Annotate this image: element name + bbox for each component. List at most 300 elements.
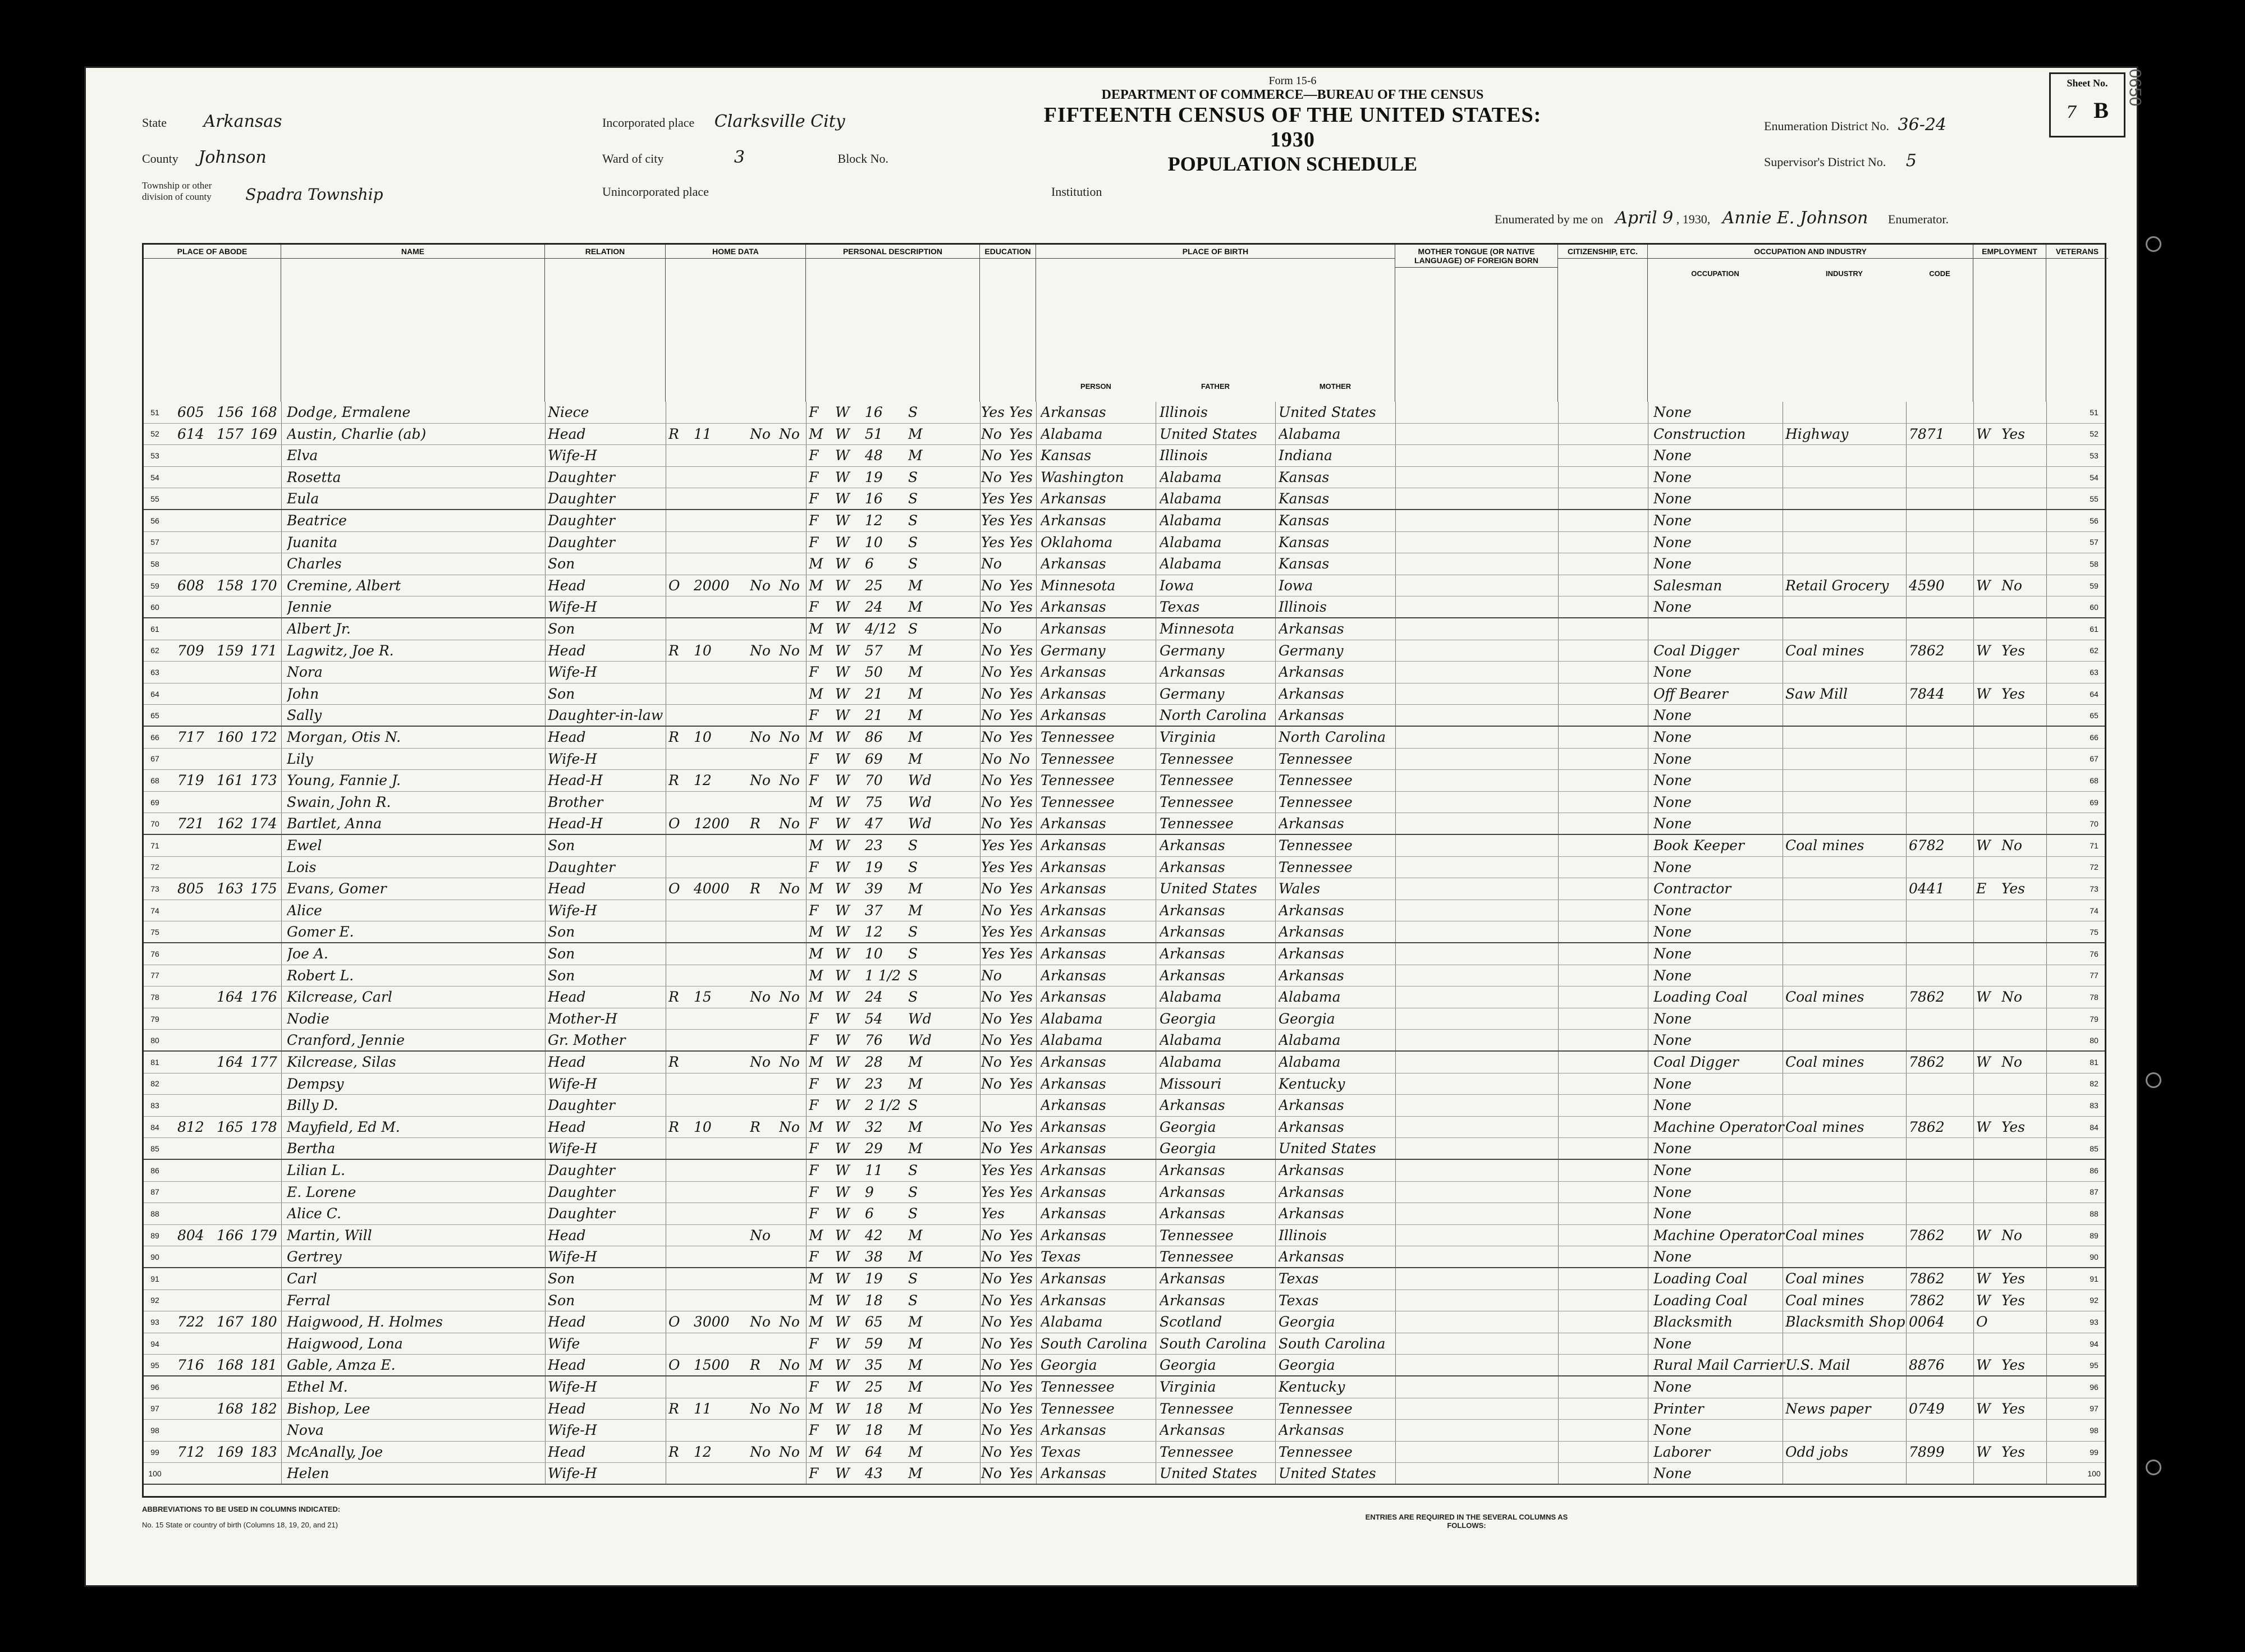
column-divider <box>1275 835 1276 856</box>
sex-cell: M <box>809 880 823 897</box>
industry-code-cell: 7862 <box>1909 1270 1945 1287</box>
birthplace-cell: Washington <box>1041 469 1124 486</box>
worker-class-cell <box>1976 1008 1999 1030</box>
age-cell: 4/12 <box>865 621 897 637</box>
line-number: 74 <box>150 906 159 915</box>
line-number-right: 66 <box>2090 732 2099 742</box>
column-divider <box>806 488 807 509</box>
column-divider <box>545 488 546 509</box>
dwelling-number: 161 <box>217 772 244 789</box>
column-divider <box>1275 553 1276 575</box>
sex-cell: F <box>809 1465 819 1482</box>
col-group-place-of-birth: PLACE OF BIRTH PERSON FATHER MOTHER <box>1036 245 1395 402</box>
read-cell: Yes <box>1009 946 1033 962</box>
abbrev-note: No. 15 State or country of birth (Columns 18, 19, 20, and 21) <box>142 1521 338 1529</box>
col-group-place-of-abode: PLACE OF ABODE <box>144 245 281 402</box>
industry-cell: News paper <box>1785 1400 1871 1417</box>
table-row <box>144 813 2105 835</box>
column-divider <box>1558 878 1559 900</box>
column-divider <box>1395 1376 1396 1398</box>
column-divider <box>806 943 807 965</box>
race-cell: W <box>835 1205 850 1222</box>
column-divider <box>2046 1052 2047 1073</box>
ward-label: Ward of city <box>602 152 664 166</box>
column-divider <box>1395 943 1396 965</box>
school-cell: Yes <box>981 1183 1005 1200</box>
column-divider <box>2046 683 2047 705</box>
occupation-cell: None <box>1653 815 1692 832</box>
read-cell: Yes <box>1009 1465 1033 1482</box>
tenure-cell <box>668 402 691 423</box>
occupation-cell <box>1653 618 1785 640</box>
industry-code-cell <box>1909 1203 1971 1224</box>
column-divider <box>1036 402 1037 423</box>
home-value-cell: 3000 <box>694 1314 730 1330</box>
occupation-cell: Machine Operator <box>1653 1119 1784 1136</box>
table-row <box>144 943 2105 965</box>
school-cell: No <box>981 1054 1002 1071</box>
line-number: 80 <box>150 1035 159 1045</box>
worker-class-cell <box>1976 921 1999 942</box>
home-value-cell <box>694 749 747 770</box>
line-number-right: 73 <box>2090 884 2099 893</box>
name-cell: Lilian L. <box>287 1162 346 1179</box>
column-divider <box>806 1117 807 1138</box>
read-cell: Yes <box>1009 1292 1033 1309</box>
family-number: 176 <box>250 989 277 1006</box>
farm-cell <box>779 921 804 942</box>
house-number <box>177 1138 217 1159</box>
column-divider <box>1973 1203 1974 1224</box>
farm-cell <box>779 488 804 509</box>
person-subhead: PERSON <box>1080 382 1111 391</box>
ward-value: 3 <box>734 148 745 167</box>
column-divider <box>1906 424 1907 445</box>
column-divider <box>1275 1290 1276 1311</box>
line-number: 64 <box>150 689 159 699</box>
read-cell <box>1009 965 1036 986</box>
column-divider <box>1906 1333 1907 1355</box>
race-cell: W <box>835 1097 850 1114</box>
house-number <box>177 596 217 617</box>
school-cell: Yes <box>981 490 1005 507</box>
employment-cell: Yes <box>2001 1119 2025 1136</box>
read-cell: Yes <box>1009 794 1033 811</box>
marital-cell: S <box>908 556 918 572</box>
birthplace-cell: Arkansas <box>1041 880 1106 897</box>
read-cell: Yes <box>1009 837 1033 854</box>
father-birthplace-cell: North Carolina <box>1160 707 1267 724</box>
census-title-block <box>1040 75 1545 176</box>
column-divider <box>1558 1376 1559 1398</box>
table-row <box>144 1182 2105 1204</box>
industry-code-cell: 7899 <box>1909 1444 1945 1461</box>
industry-cell <box>1785 488 1906 509</box>
birthplace-cell: Arkansas <box>1041 1140 1106 1157</box>
column-divider <box>1973 553 1974 575</box>
father-birthplace-cell: Arkansas <box>1160 1292 1225 1309</box>
age-cell: 28 <box>865 1054 883 1071</box>
name-cell: Jennie <box>287 599 332 616</box>
industry-cell: Saw Mill <box>1785 686 1848 703</box>
birthplace-cell: Arkansas <box>1041 1054 1106 1071</box>
industry-cell <box>1785 1376 1906 1398</box>
father-birthplace-cell: United States <box>1160 425 1257 442</box>
table-row <box>144 424 2105 446</box>
home-value-cell: 1500 <box>694 1357 730 1374</box>
column-divider <box>1036 792 1037 813</box>
column-divider <box>1973 749 1974 770</box>
read-cell: Yes <box>1009 404 1033 421</box>
race-cell: W <box>835 729 850 746</box>
age-cell: 6 <box>865 1205 874 1222</box>
tenure-cell: R <box>668 1400 679 1417</box>
home-value-cell <box>694 488 747 509</box>
radio-cell: No <box>750 729 771 746</box>
column-divider <box>1973 1442 1974 1463</box>
race-cell: W <box>835 1011 850 1027</box>
sex-cell: F <box>809 815 819 832</box>
read-cell: No <box>1009 750 1030 767</box>
column-divider <box>1275 857 1276 878</box>
column-divider <box>806 878 807 900</box>
column-divider <box>980 1117 981 1138</box>
dwelling-number <box>217 683 250 705</box>
column-divider <box>1275 965 1276 986</box>
farm-cell <box>779 445 804 466</box>
enumerator-label: Enumerator. <box>1887 212 1949 226</box>
column-divider <box>980 532 981 553</box>
state-label: State <box>142 116 167 130</box>
marital-cell: S <box>908 490 918 507</box>
occupation-cell: Construction <box>1653 425 1746 442</box>
column-divider <box>1395 683 1396 705</box>
occupation-cell: Loading Coal <box>1653 1292 1748 1309</box>
tenure-cell <box>668 662 691 683</box>
column-divider <box>545 1290 546 1311</box>
marital-cell: M <box>908 1140 923 1157</box>
column-divider <box>806 1246 807 1267</box>
column-divider <box>545 705 546 726</box>
father-birthplace-cell: Arkansas <box>1160 1270 1225 1287</box>
column-divider <box>1395 596 1396 617</box>
age-cell: 54 <box>865 1011 883 1027</box>
industry-cell <box>1785 553 1906 575</box>
radio-cell <box>750 662 778 683</box>
farm-cell: No <box>779 989 800 1006</box>
school-cell: No <box>981 729 1002 746</box>
relation-cell: Son <box>548 946 575 962</box>
birthplace-cell: Arkansas <box>1041 989 1106 1006</box>
column-divider <box>1036 510 1037 531</box>
father-birthplace-cell: Arkansas <box>1160 859 1225 875</box>
dwelling-number <box>217 1333 250 1355</box>
marital-cell: M <box>908 577 923 594</box>
column-divider <box>1558 1311 1559 1333</box>
industry-cell <box>1785 1095 1906 1116</box>
farm-cell <box>779 1268 804 1290</box>
column-divider <box>1973 424 1974 445</box>
name-cell: Gable, Amza E. <box>287 1357 396 1374</box>
read-cell: Yes <box>1009 1249 1033 1265</box>
sex-cell: M <box>809 1270 823 1287</box>
column-divider <box>980 1420 981 1441</box>
column-divider <box>1558 488 1559 509</box>
industry-code-cell <box>1909 1333 1971 1355</box>
father-birthplace-cell: United States <box>1160 880 1257 897</box>
farm-cell <box>779 705 804 726</box>
column-divider <box>545 900 546 921</box>
dwelling-number <box>217 553 250 575</box>
tenure-cell <box>668 1073 691 1095</box>
home-value-cell <box>694 900 747 921</box>
radio-cell <box>750 857 778 878</box>
industry-cell <box>1785 402 1906 423</box>
column-divider <box>1906 1463 1907 1484</box>
column-divider <box>545 1355 546 1375</box>
name-cell: McAnally, Joe <box>287 1444 383 1461</box>
house-number <box>177 1182 217 1203</box>
name-cell: Joe A. <box>287 946 328 962</box>
age-cell: 39 <box>865 880 883 897</box>
column-divider <box>806 835 807 856</box>
column-divider <box>545 857 546 878</box>
name-cell: Kilcrease, Silas <box>287 1054 396 1071</box>
column-divider <box>545 467 546 488</box>
sex-cell: F <box>809 1183 819 1200</box>
age-cell: 16 <box>865 490 883 507</box>
marital-cell: M <box>908 729 923 746</box>
line-number: 95 <box>150 1360 159 1370</box>
name-cell: Lagwitz, Joe R. <box>287 642 394 659</box>
age-cell: 64 <box>865 1444 883 1461</box>
relation-cell: Head <box>548 729 586 746</box>
column-divider <box>2046 770 2047 791</box>
sex-cell: F <box>809 404 819 421</box>
employment-cell <box>2001 596 2044 617</box>
column-divider <box>1395 575 1396 596</box>
line-number-right: 71 <box>2090 841 2099 850</box>
mother-birthplace-cell: Arkansas <box>1279 902 1344 919</box>
line-number-right: 51 <box>2090 407 2099 417</box>
column-divider <box>980 1311 981 1333</box>
age-cell: 1 1/2 <box>865 967 901 984</box>
column-divider <box>1275 749 1276 770</box>
father-birthplace-cell: Tennessee <box>1160 772 1234 789</box>
column-divider <box>1906 857 1907 878</box>
state-value: Arkansas <box>203 112 282 131</box>
column-divider <box>1275 1117 1276 1138</box>
radio-cell <box>750 618 778 640</box>
col-group-name: NAME <box>281 245 545 402</box>
enum-district-value: 36-24 <box>1898 115 1946 135</box>
column-divider <box>806 1398 807 1420</box>
sheet-label: Sheet No. <box>2067 77 2108 89</box>
column-divider <box>1558 1246 1559 1267</box>
line-number-right: 93 <box>2090 1317 2099 1327</box>
family-number <box>250 1268 284 1290</box>
column-divider <box>1906 1376 1907 1398</box>
column-divider <box>1558 596 1559 617</box>
tenure-cell <box>668 488 691 509</box>
column-divider <box>980 878 981 900</box>
birthplace-cell: Arkansas <box>1041 664 1106 681</box>
race-cell: W <box>835 512 850 529</box>
age-cell: 38 <box>865 1249 883 1265</box>
race-cell: W <box>835 425 850 442</box>
column-divider <box>1973 1073 1974 1095</box>
house-number <box>177 1398 217 1420</box>
column-divider <box>1973 618 1974 640</box>
column-divider <box>2046 1463 2047 1484</box>
radio-cell: No <box>750 642 771 659</box>
family-number <box>250 1376 284 1398</box>
column-divider <box>1906 1311 1907 1333</box>
ward-field <box>602 148 888 167</box>
employment-cell <box>2001 488 2044 509</box>
school-cell: No <box>981 815 1002 832</box>
column-divider <box>545 532 546 553</box>
family-number <box>250 1203 284 1224</box>
house-number: 717 <box>177 729 204 746</box>
birthplace-cell: Arkansas <box>1041 1227 1106 1244</box>
column-divider <box>980 900 981 921</box>
column-divider <box>545 553 546 575</box>
house-number <box>177 965 217 986</box>
sex-cell: M <box>809 967 823 984</box>
column-divider <box>545 596 546 617</box>
column-divider <box>1558 1203 1559 1224</box>
column-divider <box>806 575 807 596</box>
marital-cell: S <box>908 967 918 984</box>
school-cell: No <box>981 750 1002 767</box>
column-divider <box>1036 835 1037 856</box>
family-number: 181 <box>250 1357 277 1374</box>
read-cell: Yes <box>1009 880 1033 897</box>
tenure-cell <box>668 943 691 965</box>
name-cell: Billy D. <box>287 1097 338 1114</box>
column-divider <box>1395 532 1396 553</box>
school-cell: No <box>981 707 1002 724</box>
name-cell: Young, Fannie J. <box>287 772 401 789</box>
dwelling-number <box>217 510 250 531</box>
column-divider <box>545 1030 546 1050</box>
column-divider <box>1036 575 1037 596</box>
farm-cell <box>779 662 804 683</box>
family-number <box>250 532 284 553</box>
column-divider <box>806 618 807 640</box>
read-cell: Yes <box>1009 729 1033 746</box>
radio-cell <box>750 1160 778 1181</box>
column-divider <box>980 986 981 1008</box>
tenure-cell <box>668 835 691 856</box>
column-divider <box>545 1138 546 1159</box>
farm-cell: No <box>779 642 800 659</box>
supervisor-label: Supervisor's District No. <box>1764 155 1886 169</box>
column-divider <box>1275 488 1276 509</box>
column-divider <box>1275 445 1276 466</box>
tenure-cell: R <box>668 425 679 442</box>
read-cell: Yes <box>1009 1183 1033 1200</box>
father-birthplace-cell: Arkansas <box>1160 1183 1225 1200</box>
sex-cell: M <box>809 1444 823 1461</box>
column-divider <box>1906 943 1907 965</box>
sheet-side: B <box>2093 98 2109 123</box>
read-cell: Yes <box>1009 902 1033 919</box>
birthplace-cell: Arkansas <box>1041 902 1106 919</box>
marital-cell: S <box>908 621 918 637</box>
sex-cell: M <box>809 1227 823 1244</box>
industry-code-cell <box>1909 553 1971 575</box>
house-number: 722 <box>177 1314 204 1330</box>
industry-code-cell: 4590 <box>1909 577 1945 594</box>
mother-birthplace-cell: Kentucky <box>1279 1075 1345 1092</box>
occupation-cell: Salesman <box>1653 577 1722 594</box>
column-divider <box>1395 1246 1396 1267</box>
dwelling-number <box>217 1203 250 1224</box>
age-cell: 69 <box>865 750 883 767</box>
home-value-cell <box>694 1333 747 1355</box>
family-number <box>250 662 284 683</box>
industry-code-cell: 0441 <box>1909 880 1945 897</box>
column-divider <box>2046 1225 2047 1246</box>
column-divider <box>1558 770 1559 791</box>
column-divider <box>1973 1117 1974 1138</box>
column-divider <box>1036 553 1037 575</box>
column-divider <box>1036 1420 1037 1441</box>
home-value-cell <box>694 1008 747 1030</box>
occupation-cell: None <box>1653 1205 1692 1222</box>
industry-cell <box>1785 943 1906 965</box>
column-divider <box>1973 402 1974 423</box>
column-divider <box>1906 727 1907 748</box>
enum-district-label: Enumeration District No. <box>1764 119 1890 133</box>
school-cell: No <box>981 1336 1002 1352</box>
column-divider <box>1275 727 1276 748</box>
occupation-cell: None <box>1653 469 1692 486</box>
race-cell: W <box>835 686 850 703</box>
worker-class-cell <box>1976 1182 1999 1203</box>
industry-code-cell <box>1909 749 1971 770</box>
read-cell: Yes <box>1009 1357 1033 1374</box>
column-divider <box>1906 770 1907 791</box>
table-row <box>144 1052 2105 1073</box>
column-divider <box>806 900 807 921</box>
column-divider <box>545 835 546 856</box>
school-cell: No <box>981 556 1002 572</box>
race-cell: W <box>835 1054 850 1071</box>
column-divider <box>1906 1290 1907 1311</box>
line-number-right: 99 <box>2090 1447 2099 1457</box>
father-birthplace-cell: Illinois <box>1160 447 1208 464</box>
census-sheet <box>84 66 2145 1587</box>
age-cell: 25 <box>865 577 883 594</box>
column-divider <box>1395 1442 1396 1463</box>
column-divider <box>2046 792 2047 813</box>
radio-cell <box>750 1138 778 1159</box>
marital-cell: M <box>908 1400 923 1417</box>
column-divider <box>1275 1182 1276 1203</box>
column-divider <box>806 1030 807 1050</box>
farm-cell: No <box>779 1444 800 1461</box>
birthplace-cell: Tennessee <box>1041 750 1115 767</box>
industry-subhead: INDUSTRY <box>1826 269 1863 278</box>
column-divider <box>545 1225 546 1246</box>
farm-cell: No <box>779 425 800 442</box>
column-divider <box>1036 445 1037 466</box>
industry-cell <box>1785 1182 1906 1203</box>
age-cell: 10 <box>865 534 883 550</box>
